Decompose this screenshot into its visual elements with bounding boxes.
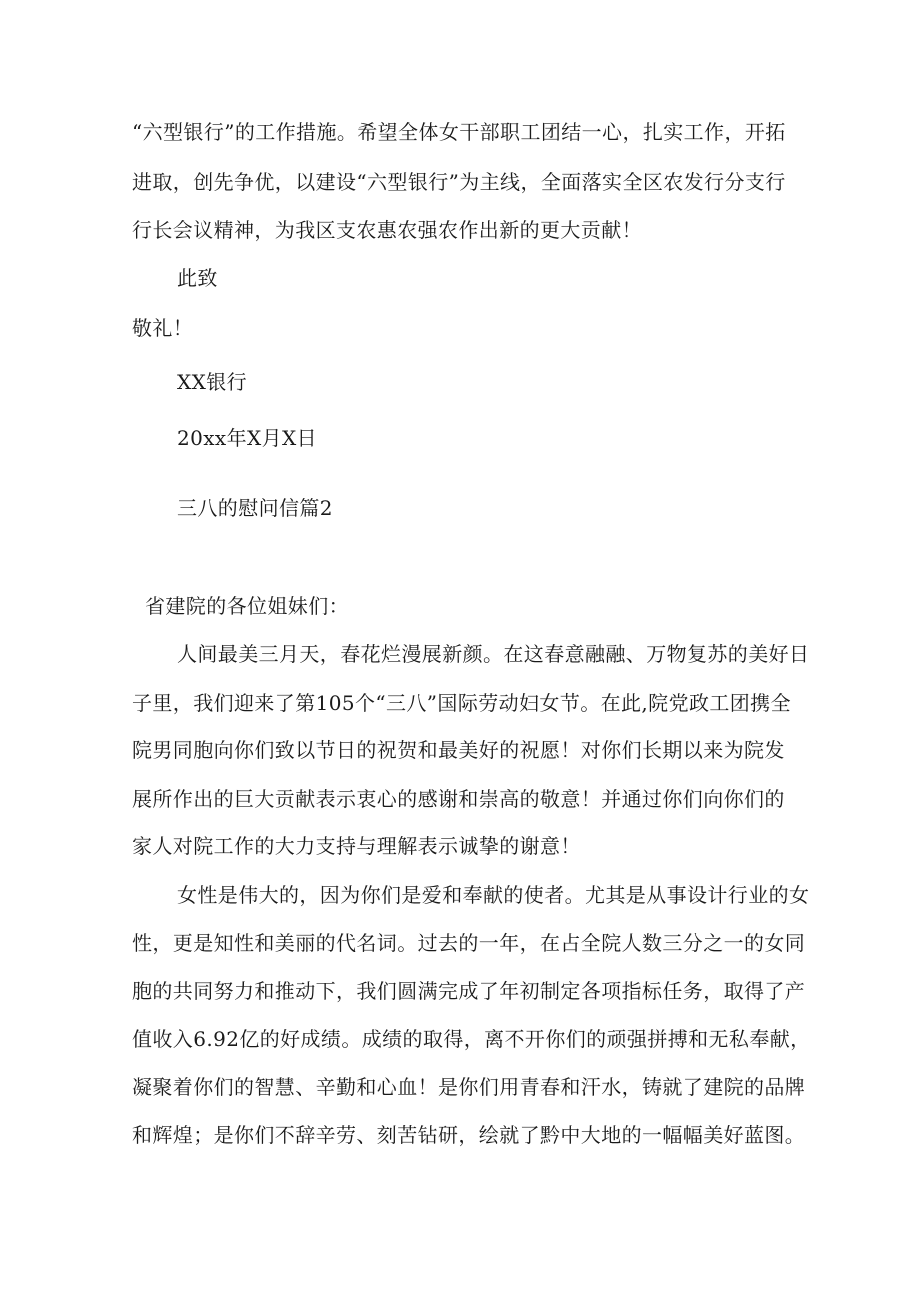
signature-sender: XX银行 bbox=[177, 370, 248, 394]
signature-date: 20xx年X月X日 bbox=[177, 426, 318, 450]
paragraph-line: 性，更是知性和美丽的代名词。过去的一年，在占全院人数三分之一的女同 bbox=[132, 931, 806, 955]
paragraph-line: 行长会议精神，为我区支农惠农强农作出新的更大贡献！ bbox=[132, 218, 642, 242]
paragraph-line: 凝聚着你们的智慧、辛勤和心血！是你们用青春和汗水，铸就了建院的品牌 bbox=[132, 1075, 806, 1099]
paragraph-line: 值收入6.92亿的好成绩。成绩的取得，离不开你们的顽强拼搏和无私奉献， bbox=[132, 1027, 811, 1051]
paragraph-line: 女性是伟大的，因为你们是爱和奉献的使者。尤其是从事设计行业的女 bbox=[177, 883, 810, 907]
paragraph-line: 进取，创先争优，以建设“六型银行”为主线，全面落实全区农发行分支行 bbox=[132, 170, 786, 194]
closing-regards: 敬礼！ bbox=[132, 316, 194, 340]
paragraph-line: “六型银行”的工作措施。希望全体女干部职工团结一心，扎实工作，开拓 bbox=[132, 120, 786, 144]
closing-salutation: 此致 bbox=[177, 266, 218, 290]
letter-greeting: 省建院的各位姐妹们： bbox=[145, 594, 349, 618]
section-title: 三八的慰问信篇2 bbox=[177, 496, 333, 520]
paragraph-line: 展所作出的巨大贡献表示衷心的感谢和崇高的敬意！并通过你们向你们的 bbox=[132, 787, 785, 811]
paragraph-line: 院男同胞向你们致以节日的祝贺和最美好的祝愿！对你们长期以来为院发 bbox=[132, 738, 785, 762]
paragraph-line: 子里，我们迎来了第105个“三八”国际劳动妇女节。在此,院党政工团携全 bbox=[132, 691, 791, 715]
paragraph-line: 人间最美三月天，春花烂漫展新颜。在这春意融融、万物复苏的美好日 bbox=[177, 642, 810, 666]
paragraph-line: 胞的共同努力和推动下，我们圆满完成了年初制定各项指标任务，取得了产 bbox=[132, 979, 806, 1003]
paragraph-line: 和辉煌；是你们不辞辛劳、刻苦钻研，绘就了黔中大地的一幅幅美好蓝图。 bbox=[132, 1123, 806, 1147]
paragraph-line: 家人对院工作的大力支持与理解表示诚挚的谢意！ bbox=[132, 834, 581, 858]
